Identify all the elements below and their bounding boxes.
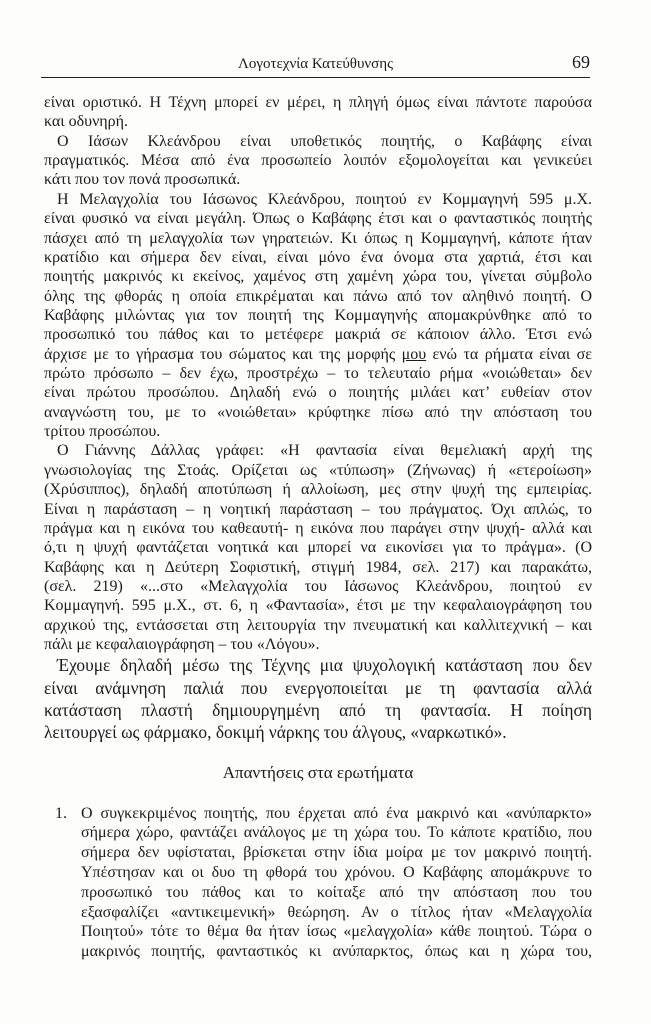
text-line: Ο Γιάννης Δάλλας γράφει: «Η φαντασία είναι θεμελιακή αρχή της — [57, 442, 592, 460]
text-line: κρατίδιο και σήμερα δεν είναι, είναι μόνο ένα όνομα στα χαρτιά, έτσι και — [44, 248, 592, 266]
text-line: πραγματικός. Μέσα από ένα προσωπείο λοιπόν εξομολογείται και γενικεύει — [44, 152, 592, 170]
paragraph — [44, 93, 592, 132]
text-line: πάλι με κεφαλαιογράφηση – του «Λόγου». — [44, 636, 320, 654]
running-header — [41, 52, 590, 78]
text-line: γνωσιολογίας της Στοάς. Ορίζεται ως «τύπωση» (Ζήνωνας) ή «ετεροίωση» — [44, 461, 592, 479]
text-line: λειτουργεί ως φάρμακο, δοκιμή νάρκης του άλγους, «ναρκωτικό». — [44, 722, 507, 743]
paragraph — [44, 132, 592, 190]
text-line: αρχικού της, εντάσσεται στη λειτουργία την πνευματική και καλλιτεχνική – και — [44, 616, 592, 634]
text-line: σήμερα χώρο, φαντάζει ανάλογος με τη χώρα του. Το κάποτε κρατίδιο, που — [81, 824, 592, 842]
text-line: (σελ. 219) «...στο «Μελαγχολία του Ιάσωνος Κλεάνδρου, ποιητού εν — [44, 577, 592, 595]
list-item — [44, 804, 592, 962]
text-line: Υπέστησαν και οι δυο τη φθορά του χρόνου. Ο Καβάφης απομάκρυνε το — [81, 864, 592, 881]
text-line: πάσχει από τη μελαγχολία των γηρατειών. Κι όπως η Κομμαγηνή, κάποτε ήταν — [44, 229, 592, 247]
text-line: κατάσταση πλαστή δημιουργημένη από τη φαντασία. Η ποίηση — [44, 700, 592, 721]
text-line: και οδυνηρή. — [44, 113, 129, 131]
paragraph — [44, 441, 592, 654]
text-line: είναι ανάμνηση παλιά που ενεργοποιείται με τη φαντασία αλλά — [44, 677, 592, 698]
list-item-text — [81, 804, 592, 962]
paragraphs — [44, 93, 592, 744]
text-line: Η Μελαγχολία του Ιάσωνος Κλεάνδρου, ποιητού εν Κομμαγηνή 595 μ.Χ. — [57, 190, 592, 208]
page-number: 69 — [572, 52, 590, 72]
text-line: είναι φυσικό να είναι μεγάλη. Όπως ο Καβάφης έτσι και ο φανταστικός ποιητής — [44, 210, 592, 228]
text-line: είναι πρώτου προσώπου. Δηλαδή ενώ ο ποιητής μιλάει κατ’ ευθείαν στον — [44, 384, 592, 402]
text-line: Καβάφης και η Δεύτερη Σοφιστική, στιγμή 1984, σελ. 217) και παρακάτω, — [44, 558, 592, 576]
text-line: εξασφαλίζει «αντικειμενική» θεώρηση. Αν ο τίτλος ήταν «Μελαγχολία — [81, 903, 592, 921]
text-line: ό,τι η ψυχή φαντάζεται νοητικά και μπορεί να εικονίσει για το πράγμα». (Ο — [44, 539, 592, 557]
text-line: (Χρύσιππος), δηλαδή αποτύπωση ή αλλοίωση, μες στην ψυχή της εμπειρίας. — [44, 481, 592, 499]
text-line: πρώτο πρόσωπο – δεν έχω, προστρέχω – το τελευταίο ρήμα «νοιώθεται» δεν — [44, 365, 592, 383]
text-line: αναγνώστη του, με το «νοιώθεται» κρύφτηκε πίσω από την απόσταση του — [44, 403, 592, 421]
text-line: προσωπικό του πάθος και το κοίταξε από την απόσταση που του — [81, 883, 592, 901]
text-line: Ο συγκεκριμένος ποιητής, που έρχεται από ένα μακρινό και «ανύπαρκτο» — [81, 804, 592, 822]
text-line: τρίτου προσώπου. — [44, 423, 161, 441]
text-line: Ο Ιάσων Κλεάνδρου είναι υποθετικός ποιητής, ο Καβάφης είναι — [57, 132, 592, 150]
text-line: προσωπικό του πάθος και το μετέφερε μακριά σε κάποιον άλλο. Έτσι ενώ — [44, 326, 592, 344]
underlined-word: μου — [401, 345, 427, 363]
paragraph — [44, 654, 592, 743]
text-line: Κομμαγηνή. 595 μ.Χ., στ. 6, η «Φαντασία», έτσι με την κεφαλαιογράφηση του — [44, 597, 592, 615]
text-line: κάτι που τον πονά προσωπικά. — [44, 171, 241, 189]
text-line: όλης της φθοράς η οποία επικρέμαται και πάνω από τον αληθινό ποιητή. Ο — [44, 287, 592, 305]
text-line: Ποιητού» τότε το θέμα θα ήταν ίσως «μελαγχολία» κάθε ποιητού. Τώρα ο — [81, 923, 592, 941]
text-line: πράγμα και η εικόνα του καθεαυτή- η εικόνα που παράγει στην ψυχή- αλλά και — [44, 519, 592, 537]
section-heading: Απαντήσεις στα ερωτήματα — [222, 762, 414, 782]
text-line: σήμερα δεν υφίσταται, βρίσκεται στην ίδια μοίρα με τον μακρινό ποιητή. — [81, 844, 592, 862]
text-line — [44, 345, 592, 364]
text-line: Καβάφης μιλώντας για τον ποιητή της Κομμαγηνής απομακρύνθηκε από το — [44, 306, 592, 324]
list-number: 1. — [55, 804, 67, 822]
text-line: μακρινός ποιητής, φανταστικός κι ανύπαρκτος, όπως και η χώρα του, — [81, 943, 592, 961]
text-segment: άρχισε με το γήρασμα του σώματος και της μορφής — [44, 345, 402, 363]
text-line: ποιητής μακρινός κι εκείνος, χαμένος στη χαμένη χώρα του, γίνεται σύμβολο — [44, 268, 592, 286]
page-body — [44, 93, 592, 962]
text-line: είναι οριστικό. Η Τέχνη μπορεί εν μέρει, η πληγή όμως είναι πάντοτε παρούσα — [44, 94, 592, 111]
answers-list — [44, 804, 592, 962]
paragraph — [44, 190, 592, 442]
text-segment: ενώ τα ρήματα είναι σε — [426, 345, 592, 363]
text-line: Είναι η παράσταση – η νοητική παράσταση – του πράγματος. Όχι απλώς, το — [44, 500, 592, 518]
text-line: Έχουμε δηλαδή μέσω της Τέχνης μια ψυχολογική κατάσταση που δεν — [57, 655, 592, 676]
header-title: Λογοτεχνία Κατεύθυνσης — [237, 56, 394, 72]
